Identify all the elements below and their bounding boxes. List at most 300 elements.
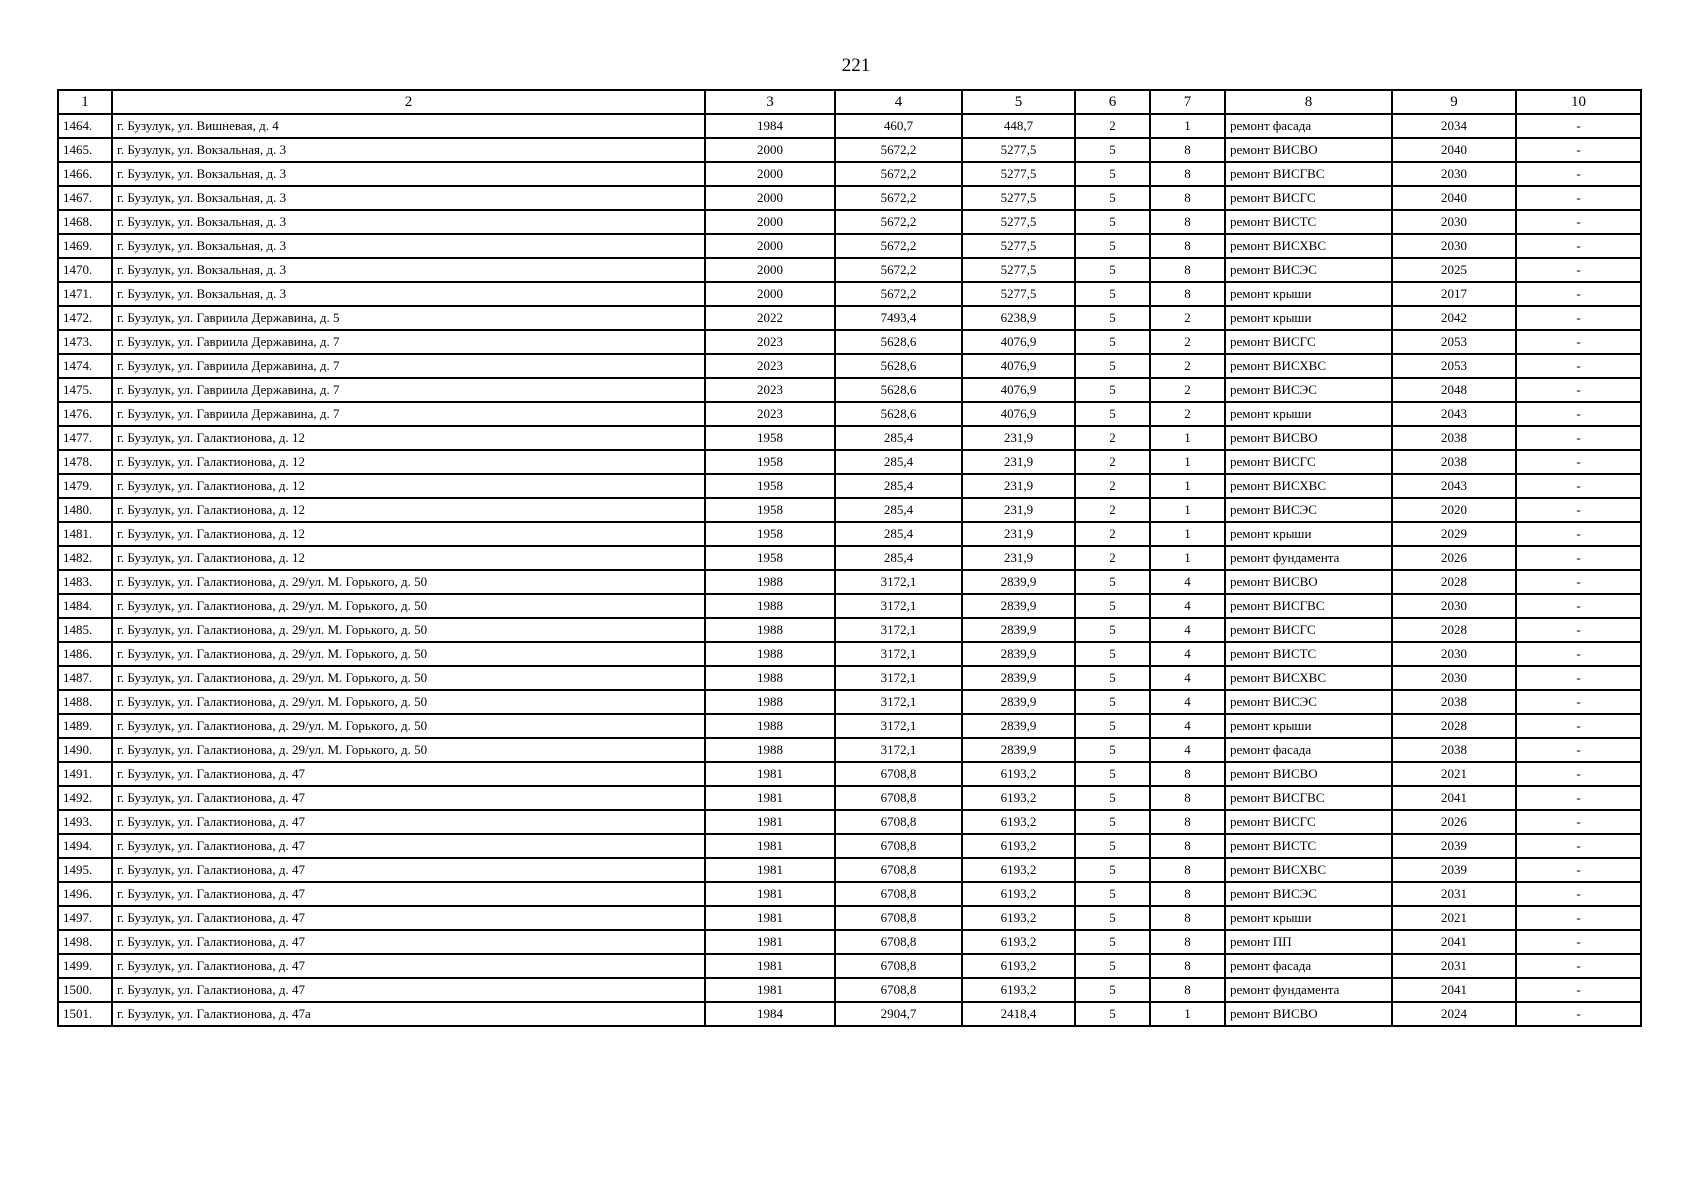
- address-cell: г. Бузулук, ул. Вокзальная, д. 3: [112, 186, 705, 210]
- total-area-cell: 3172,1: [835, 618, 962, 642]
- work-type-cell: ремонт ВИСВО: [1225, 138, 1392, 162]
- floors-cell: 5: [1075, 666, 1150, 690]
- note-cell: -: [1516, 498, 1641, 522]
- floors-cell: 5: [1075, 1002, 1150, 1026]
- total-area-cell: 3172,1: [835, 642, 962, 666]
- living-area-cell: 5277,5: [962, 210, 1075, 234]
- floors-cell: 5: [1075, 594, 1150, 618]
- entrances-cell: 8: [1150, 234, 1225, 258]
- note-cell: -: [1516, 714, 1641, 738]
- column-header: 9: [1392, 90, 1516, 114]
- living-area-cell: 6193,2: [962, 882, 1075, 906]
- row-number-cell: 1471.: [58, 282, 112, 306]
- total-area-cell: 285,4: [835, 546, 962, 570]
- address-cell: г. Бузулук, ул. Галактионова, д. 29/ул. М. Горького, д. 50: [112, 642, 705, 666]
- floors-cell: 5: [1075, 138, 1150, 162]
- year-built-cell: 1958: [705, 474, 835, 498]
- total-area-cell: 5628,6: [835, 330, 962, 354]
- year-built-cell: 1988: [705, 714, 835, 738]
- table-row: [58, 546, 1641, 570]
- floors-cell: 2: [1075, 114, 1150, 138]
- row-number-cell: 1496.: [58, 882, 112, 906]
- entrances-cell: 4: [1150, 690, 1225, 714]
- total-area-cell: 3172,1: [835, 738, 962, 762]
- address-cell: г. Бузулук, ул. Гавриила Державина, д. 7: [112, 330, 705, 354]
- planned-year-cell: 2024: [1392, 1002, 1516, 1026]
- planned-year-cell: 2040: [1392, 138, 1516, 162]
- row-number-cell: 1474.: [58, 354, 112, 378]
- row-number-cell: 1476.: [58, 402, 112, 426]
- entrances-cell: 8: [1150, 282, 1225, 306]
- row-number-cell: 1497.: [58, 906, 112, 930]
- address-cell: г. Бузулук, ул. Галактионова, д. 12: [112, 522, 705, 546]
- planned-year-cell: 2030: [1392, 666, 1516, 690]
- planned-year-cell: 2028: [1392, 570, 1516, 594]
- year-built-cell: 2022: [705, 306, 835, 330]
- floors-cell: 5: [1075, 330, 1150, 354]
- row-number-cell: 1491.: [58, 762, 112, 786]
- floors-cell: 5: [1075, 618, 1150, 642]
- living-area-cell: 2839,9: [962, 690, 1075, 714]
- planned-year-cell: 2038: [1392, 738, 1516, 762]
- total-area-cell: 5628,6: [835, 354, 962, 378]
- address-cell: г. Бузулук, ул. Галактионова, д. 47: [112, 762, 705, 786]
- work-type-cell: ремонт крыши: [1225, 306, 1392, 330]
- work-type-cell: ремонт ВИСТС: [1225, 642, 1392, 666]
- column-header: 8: [1225, 90, 1392, 114]
- table-row: [58, 282, 1641, 306]
- planned-year-cell: 2025: [1392, 258, 1516, 282]
- total-area-cell: 5672,2: [835, 186, 962, 210]
- repair-register-table: [57, 89, 1642, 1027]
- total-area-cell: 5672,2: [835, 282, 962, 306]
- year-built-cell: 1981: [705, 882, 835, 906]
- address-cell: г. Бузулук, ул. Гавриила Державина, д. 5: [112, 306, 705, 330]
- column-header: 10: [1516, 90, 1641, 114]
- table-row: [58, 378, 1641, 402]
- floors-cell: 5: [1075, 762, 1150, 786]
- entrances-cell: 1: [1150, 450, 1225, 474]
- column-header: 4: [835, 90, 962, 114]
- living-area-cell: 6193,2: [962, 858, 1075, 882]
- year-built-cell: 1958: [705, 498, 835, 522]
- total-area-cell: 285,4: [835, 474, 962, 498]
- total-area-cell: 6708,8: [835, 810, 962, 834]
- floors-cell: 2: [1075, 450, 1150, 474]
- row-number-cell: 1482.: [58, 546, 112, 570]
- table-row: [58, 666, 1641, 690]
- note-cell: -: [1516, 1002, 1641, 1026]
- floors-cell: 5: [1075, 690, 1150, 714]
- work-type-cell: ремонт ВИСХВС: [1225, 666, 1392, 690]
- total-area-cell: 6708,8: [835, 786, 962, 810]
- entrances-cell: 8: [1150, 978, 1225, 1002]
- planned-year-cell: 2031: [1392, 882, 1516, 906]
- entrances-cell: 4: [1150, 618, 1225, 642]
- floors-cell: 5: [1075, 402, 1150, 426]
- note-cell: -: [1516, 546, 1641, 570]
- planned-year-cell: 2043: [1392, 474, 1516, 498]
- entrances-cell: 4: [1150, 642, 1225, 666]
- table-row: [58, 474, 1641, 498]
- address-cell: г. Бузулук, ул. Галактионова, д. 47: [112, 978, 705, 1002]
- note-cell: -: [1516, 354, 1641, 378]
- work-type-cell: ремонт ВИСГС: [1225, 618, 1392, 642]
- note-cell: -: [1516, 882, 1641, 906]
- planned-year-cell: 2040: [1392, 186, 1516, 210]
- planned-year-cell: 2041: [1392, 930, 1516, 954]
- total-area-cell: 3172,1: [835, 714, 962, 738]
- living-area-cell: 6238,9: [962, 306, 1075, 330]
- address-cell: г. Бузулук, ул. Галактионова, д. 29/ул. М. Горького, д. 50: [112, 666, 705, 690]
- entrances-cell: 8: [1150, 930, 1225, 954]
- planned-year-cell: 2021: [1392, 762, 1516, 786]
- living-area-cell: 6193,2: [962, 930, 1075, 954]
- note-cell: -: [1516, 666, 1641, 690]
- living-area-cell: 2839,9: [962, 738, 1075, 762]
- planned-year-cell: 2031: [1392, 954, 1516, 978]
- row-number-cell: 1473.: [58, 330, 112, 354]
- living-area-cell: 6193,2: [962, 762, 1075, 786]
- year-built-cell: 1984: [705, 1002, 835, 1026]
- column-header: 3: [705, 90, 835, 114]
- living-area-cell: 6193,2: [962, 954, 1075, 978]
- table-row: [58, 498, 1641, 522]
- floors-cell: 5: [1075, 786, 1150, 810]
- planned-year-cell: 2053: [1392, 354, 1516, 378]
- planned-year-cell: 2017: [1392, 282, 1516, 306]
- table-row: [58, 330, 1641, 354]
- row-number-cell: 1475.: [58, 378, 112, 402]
- address-cell: г. Бузулук, ул. Вокзальная, д. 3: [112, 282, 705, 306]
- planned-year-cell: 2030: [1392, 162, 1516, 186]
- year-built-cell: 2023: [705, 402, 835, 426]
- living-area-cell: 448,7: [962, 114, 1075, 138]
- planned-year-cell: 2026: [1392, 546, 1516, 570]
- work-type-cell: ремонт ВИСЭС: [1225, 882, 1392, 906]
- note-cell: -: [1516, 426, 1641, 450]
- entrances-cell: 8: [1150, 858, 1225, 882]
- note-cell: -: [1516, 474, 1641, 498]
- total-area-cell: 6708,8: [835, 930, 962, 954]
- work-type-cell: ремонт фундамента: [1225, 546, 1392, 570]
- year-built-cell: 2000: [705, 210, 835, 234]
- table-row: [58, 570, 1641, 594]
- work-type-cell: ремонт ВИСХВС: [1225, 354, 1392, 378]
- work-type-cell: ремонт ВИСГС: [1225, 330, 1392, 354]
- work-type-cell: ремонт ВИСГС: [1225, 810, 1392, 834]
- work-type-cell: ремонт ВИСВО: [1225, 1002, 1392, 1026]
- year-built-cell: 1981: [705, 762, 835, 786]
- work-type-cell: ремонт ВИСХВС: [1225, 474, 1392, 498]
- address-cell: г. Бузулук, ул. Вишневая, д. 4: [112, 114, 705, 138]
- address-cell: г. Бузулук, ул. Галактионова, д. 47: [112, 954, 705, 978]
- work-type-cell: ремонт фундамента: [1225, 978, 1392, 1002]
- year-built-cell: 2000: [705, 186, 835, 210]
- year-built-cell: 1958: [705, 450, 835, 474]
- year-built-cell: 2023: [705, 354, 835, 378]
- note-cell: -: [1516, 402, 1641, 426]
- address-cell: г. Бузулук, ул. Галактионова, д. 12: [112, 426, 705, 450]
- living-area-cell: 231,9: [962, 522, 1075, 546]
- work-type-cell: ремонт ВИСЭС: [1225, 378, 1392, 402]
- work-type-cell: ремонт ВИСГВС: [1225, 162, 1392, 186]
- work-type-cell: ремонт ВИСЭС: [1225, 498, 1392, 522]
- planned-year-cell: 2030: [1392, 594, 1516, 618]
- floors-cell: 5: [1075, 978, 1150, 1002]
- row-number-cell: 1480.: [58, 498, 112, 522]
- note-cell: -: [1516, 858, 1641, 882]
- work-type-cell: ремонт ВИСЭС: [1225, 258, 1392, 282]
- work-type-cell: ремонт крыши: [1225, 522, 1392, 546]
- year-built-cell: 1981: [705, 834, 835, 858]
- note-cell: -: [1516, 378, 1641, 402]
- entrances-cell: 4: [1150, 738, 1225, 762]
- planned-year-cell: 2053: [1392, 330, 1516, 354]
- year-built-cell: 1981: [705, 906, 835, 930]
- work-type-cell: ремонт фасада: [1225, 954, 1392, 978]
- note-cell: -: [1516, 954, 1641, 978]
- floors-cell: 5: [1075, 162, 1150, 186]
- entrances-cell: 8: [1150, 810, 1225, 834]
- work-type-cell: ремонт ВИСТС: [1225, 210, 1392, 234]
- address-cell: г. Бузулук, ул. Галактионова, д. 29/ул. М. Горького, д. 50: [112, 738, 705, 762]
- year-built-cell: 1988: [705, 570, 835, 594]
- entrances-cell: 4: [1150, 666, 1225, 690]
- table-row: [58, 882, 1641, 906]
- total-area-cell: 3172,1: [835, 570, 962, 594]
- address-cell: г. Бузулук, ул. Галактионова, д. 12: [112, 498, 705, 522]
- year-built-cell: 1988: [705, 666, 835, 690]
- total-area-cell: 5628,6: [835, 402, 962, 426]
- entrances-cell: 8: [1150, 906, 1225, 930]
- address-cell: г. Бузулук, ул. Галактионова, д. 47: [112, 930, 705, 954]
- table-row: [58, 858, 1641, 882]
- floors-cell: 5: [1075, 858, 1150, 882]
- living-area-cell: 6193,2: [962, 978, 1075, 1002]
- total-area-cell: 5672,2: [835, 258, 962, 282]
- column-header: 1: [58, 90, 112, 114]
- living-area-cell: 6193,2: [962, 906, 1075, 930]
- floors-cell: 2: [1075, 426, 1150, 450]
- entrances-cell: 1: [1150, 114, 1225, 138]
- total-area-cell: 460,7: [835, 114, 962, 138]
- planned-year-cell: 2028: [1392, 714, 1516, 738]
- living-area-cell: 4076,9: [962, 330, 1075, 354]
- address-cell: г. Бузулук, ул. Галактионова, д. 47: [112, 810, 705, 834]
- table-row: [58, 642, 1641, 666]
- row-number-cell: 1485.: [58, 618, 112, 642]
- entrances-cell: 8: [1150, 834, 1225, 858]
- row-number-cell: 1495.: [58, 858, 112, 882]
- year-built-cell: 2000: [705, 162, 835, 186]
- row-number-cell: 1493.: [58, 810, 112, 834]
- row-number-cell: 1488.: [58, 690, 112, 714]
- row-number-cell: 1478.: [58, 450, 112, 474]
- living-area-cell: 4076,9: [962, 378, 1075, 402]
- table-row: [58, 786, 1641, 810]
- living-area-cell: 2418,4: [962, 1002, 1075, 1026]
- column-header: 6: [1075, 90, 1150, 114]
- planned-year-cell: 2042: [1392, 306, 1516, 330]
- row-number-cell: 1484.: [58, 594, 112, 618]
- year-built-cell: 2023: [705, 378, 835, 402]
- total-area-cell: 285,4: [835, 426, 962, 450]
- address-cell: г. Бузулук, ул. Гавриила Державина, д. 7: [112, 378, 705, 402]
- page-number: 221: [841, 55, 871, 76]
- work-type-cell: ремонт ВИСГС: [1225, 186, 1392, 210]
- work-type-cell: ремонт крыши: [1225, 714, 1392, 738]
- planned-year-cell: 2039: [1392, 834, 1516, 858]
- floors-cell: 5: [1075, 714, 1150, 738]
- entrances-cell: 1: [1150, 522, 1225, 546]
- work-type-cell: ремонт фасада: [1225, 114, 1392, 138]
- living-area-cell: 6193,2: [962, 834, 1075, 858]
- entrances-cell: 1: [1150, 474, 1225, 498]
- total-area-cell: 6708,8: [835, 762, 962, 786]
- year-built-cell: 1988: [705, 642, 835, 666]
- living-area-cell: 2839,9: [962, 570, 1075, 594]
- total-area-cell: 6708,8: [835, 954, 962, 978]
- entrances-cell: 1: [1150, 1002, 1225, 1026]
- entrances-cell: 8: [1150, 762, 1225, 786]
- address-cell: г. Бузулук, ул. Галактионова, д. 29/ул. М. Горького, д. 50: [112, 570, 705, 594]
- total-area-cell: 3172,1: [835, 690, 962, 714]
- table-row: [58, 186, 1641, 210]
- note-cell: -: [1516, 330, 1641, 354]
- year-built-cell: 1981: [705, 810, 835, 834]
- work-type-cell: ремонт ВИСВО: [1225, 570, 1392, 594]
- table-row: [58, 738, 1641, 762]
- row-number-cell: 1468.: [58, 210, 112, 234]
- entrances-cell: 8: [1150, 786, 1225, 810]
- note-cell: -: [1516, 594, 1641, 618]
- address-cell: г. Бузулук, ул. Вокзальная, д. 3: [112, 138, 705, 162]
- entrances-cell: 8: [1150, 210, 1225, 234]
- living-area-cell: 231,9: [962, 450, 1075, 474]
- entrances-cell: 2: [1150, 330, 1225, 354]
- address-cell: г. Бузулук, ул. Вокзальная, д. 3: [112, 210, 705, 234]
- work-type-cell: ремонт фасада: [1225, 738, 1392, 762]
- row-number-cell: 1490.: [58, 738, 112, 762]
- living-area-cell: 6193,2: [962, 786, 1075, 810]
- address-cell: г. Бузулук, ул. Галактионова, д. 47: [112, 858, 705, 882]
- address-cell: г. Бузулук, ул. Галактионова, д. 47а: [112, 1002, 705, 1026]
- column-header: 7: [1150, 90, 1225, 114]
- row-number-cell: 1489.: [58, 714, 112, 738]
- floors-cell: 5: [1075, 210, 1150, 234]
- address-cell: г. Бузулук, ул. Галактионова, д. 47: [112, 786, 705, 810]
- year-built-cell: 1958: [705, 426, 835, 450]
- entrances-cell: 2: [1150, 354, 1225, 378]
- row-number-cell: 1467.: [58, 186, 112, 210]
- floors-cell: 5: [1075, 882, 1150, 906]
- total-area-cell: 285,4: [835, 522, 962, 546]
- row-number-cell: 1465.: [58, 138, 112, 162]
- table-row: [58, 1002, 1641, 1026]
- note-cell: -: [1516, 570, 1641, 594]
- work-type-cell: ремонт ВИСХВС: [1225, 234, 1392, 258]
- row-number-cell: 1481.: [58, 522, 112, 546]
- living-area-cell: 5277,5: [962, 138, 1075, 162]
- living-area-cell: 231,9: [962, 498, 1075, 522]
- column-header: 5: [962, 90, 1075, 114]
- floors-cell: 5: [1075, 810, 1150, 834]
- row-number-cell: 1486.: [58, 642, 112, 666]
- total-area-cell: 3172,1: [835, 594, 962, 618]
- floors-cell: 5: [1075, 186, 1150, 210]
- table-row: [58, 306, 1641, 330]
- living-area-cell: 2839,9: [962, 666, 1075, 690]
- entrances-cell: 2: [1150, 306, 1225, 330]
- floors-cell: 5: [1075, 258, 1150, 282]
- floors-cell: 5: [1075, 906, 1150, 930]
- total-area-cell: 7493,4: [835, 306, 962, 330]
- entrances-cell: 8: [1150, 954, 1225, 978]
- note-cell: -: [1516, 978, 1641, 1002]
- work-type-cell: ремонт крыши: [1225, 906, 1392, 930]
- note-cell: -: [1516, 690, 1641, 714]
- table-row: [58, 978, 1641, 1002]
- row-number-cell: 1477.: [58, 426, 112, 450]
- table-row: [58, 258, 1641, 282]
- total-area-cell: 6708,8: [835, 858, 962, 882]
- address-cell: г. Бузулук, ул. Галактионова, д. 12: [112, 450, 705, 474]
- living-area-cell: 5277,5: [962, 162, 1075, 186]
- row-number-cell: 1487.: [58, 666, 112, 690]
- year-built-cell: 1958: [705, 546, 835, 570]
- floors-cell: 5: [1075, 354, 1150, 378]
- year-built-cell: 2000: [705, 138, 835, 162]
- row-number-cell: 1472.: [58, 306, 112, 330]
- planned-year-cell: 2038: [1392, 690, 1516, 714]
- address-cell: г. Бузулук, ул. Галактионова, д. 47: [112, 882, 705, 906]
- year-built-cell: 2023: [705, 330, 835, 354]
- floors-cell: 5: [1075, 738, 1150, 762]
- address-cell: г. Бузулук, ул. Галактионова, д. 29/ул. М. Горького, д. 50: [112, 714, 705, 738]
- row-number-cell: 1470.: [58, 258, 112, 282]
- header-row: [58, 90, 1641, 114]
- year-built-cell: 1988: [705, 738, 835, 762]
- living-area-cell: 5277,5: [962, 234, 1075, 258]
- year-built-cell: 1981: [705, 978, 835, 1002]
- work-type-cell: ремонт крыши: [1225, 282, 1392, 306]
- planned-year-cell: 2038: [1392, 426, 1516, 450]
- address-cell: г. Бузулук, ул. Гавриила Державина, д. 7: [112, 354, 705, 378]
- note-cell: -: [1516, 810, 1641, 834]
- table-row: [58, 930, 1641, 954]
- living-area-cell: 2839,9: [962, 642, 1075, 666]
- living-area-cell: 5277,5: [962, 282, 1075, 306]
- address-cell: г. Бузулук, ул. Вокзальная, д. 3: [112, 258, 705, 282]
- table-row: [58, 210, 1641, 234]
- total-area-cell: 285,4: [835, 498, 962, 522]
- year-built-cell: 2000: [705, 282, 835, 306]
- total-area-cell: 6708,8: [835, 834, 962, 858]
- row-number-cell: 1479.: [58, 474, 112, 498]
- planned-year-cell: 2043: [1392, 402, 1516, 426]
- note-cell: -: [1516, 618, 1641, 642]
- table-row: [58, 114, 1641, 138]
- living-area-cell: 2839,9: [962, 714, 1075, 738]
- floors-cell: 5: [1075, 306, 1150, 330]
- year-built-cell: 1988: [705, 594, 835, 618]
- note-cell: -: [1516, 114, 1641, 138]
- row-number-cell: 1492.: [58, 786, 112, 810]
- table-row: [58, 810, 1641, 834]
- table-row: [58, 234, 1641, 258]
- total-area-cell: 5672,2: [835, 234, 962, 258]
